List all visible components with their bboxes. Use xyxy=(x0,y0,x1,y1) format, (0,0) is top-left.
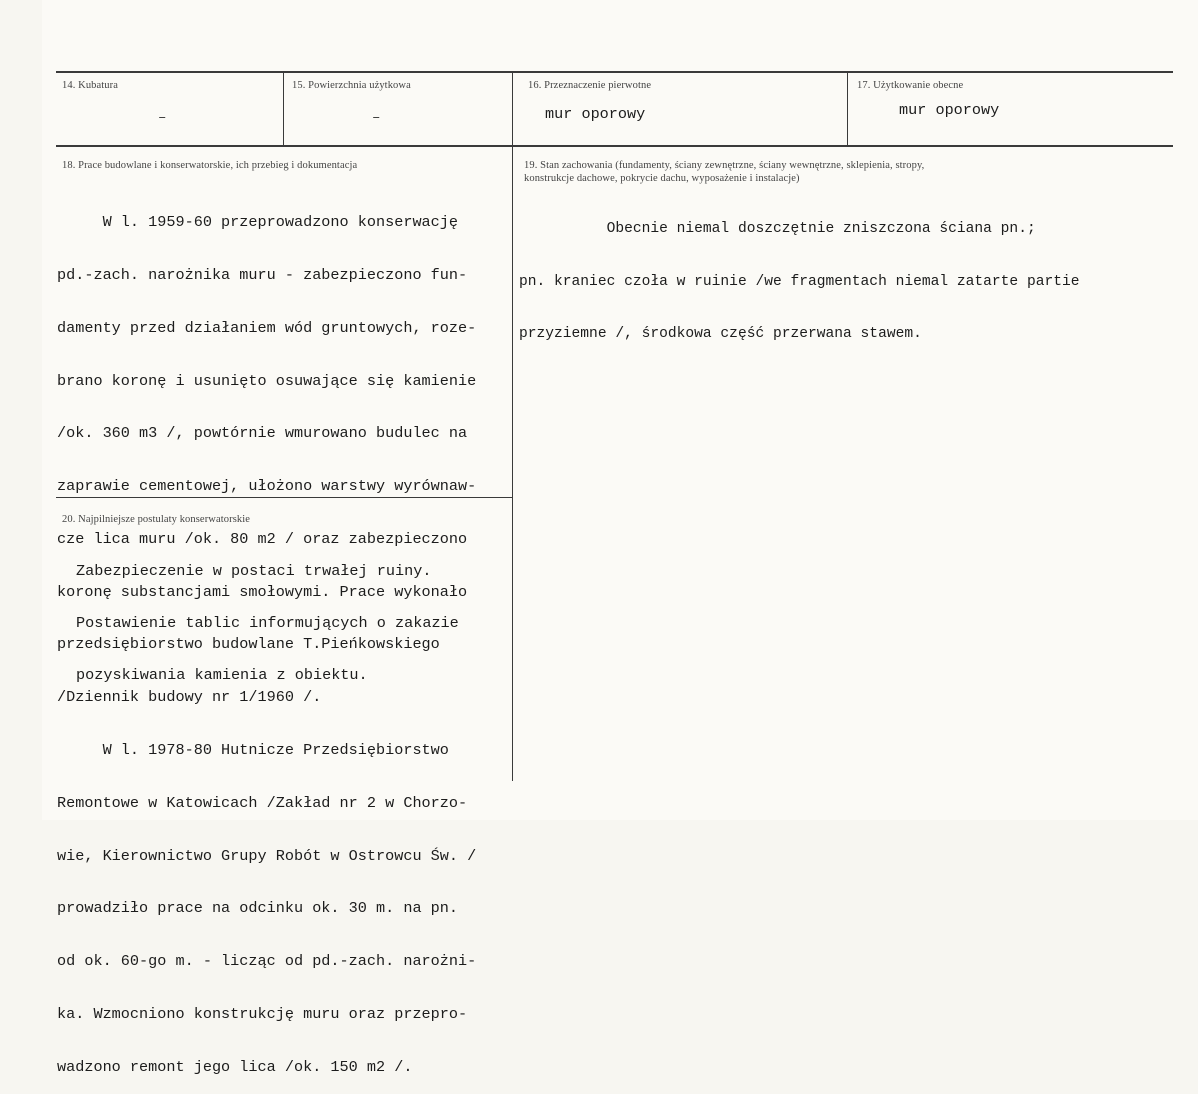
field-16-value: mur oporowy xyxy=(545,105,646,123)
field-18-line: przedsiębiorstwo budowlane T.Pieńkowskiego xyxy=(57,635,440,654)
field-18-line: pd.-zach. narożnika muru - zabezpieczono fun- xyxy=(57,265,468,284)
divider-14-15 xyxy=(283,72,284,145)
field-18-line: W l. 1959-60 przeprowadzono konserwację xyxy=(57,213,459,232)
field-20-line: pozyskiwania kamienia z obiektu. xyxy=(76,666,368,685)
field-18-line: wie, Kierownictwo Grupy Robót w Ostrowcu Św. / xyxy=(57,846,477,865)
field-18-line: W l. 1978-80 Hutnicze Przedsiębiorstwo xyxy=(57,741,449,759)
field-18-line: Remontowe w Katowicach /Zakład nr 2 w Chorzo- xyxy=(57,793,468,812)
row1-bottom-line xyxy=(56,145,1173,147)
field-18-label: 18. Prace budowlane i konserwatorskie, ich przebieg i dokumentacja xyxy=(62,160,358,171)
field-19-line: Obecnie niemal doszczętnie zniszczona ściana pn.; xyxy=(519,221,1036,237)
divider-16-17 xyxy=(847,72,848,145)
field-18-line: od ok. 60-go m. - licząc od pd.-zach. narożni- xyxy=(57,952,477,971)
field-20-line: Zabezpieczenie w postaci trwałej ruiny. xyxy=(76,561,432,580)
field-18-line: /Dziennik budowy nr 1/1960 /. xyxy=(57,688,322,707)
field-14-value: – xyxy=(158,110,167,126)
field-19-label-line2: konstrukcje dachowe, pokrycie dachu, wyposażenie i instalacje) xyxy=(524,173,800,184)
field-18-line: zaprawie cementowej, ułożono warstwy wyrównaw- xyxy=(57,477,477,496)
field-16-label: 16. Przeznaczenie pierwotne xyxy=(528,80,652,91)
field-18-line: koronę substancjami smołowymi. Prace wykonało xyxy=(57,582,468,601)
field-19-label-line1: 19. Stan zachowania (fundamenty, ściany zewnętrzne, ściany wewnętrzne, sklepienia, stropy, xyxy=(524,160,925,171)
field-18-line: ka. Wzmocniono konstrukcję muru oraz przepro- xyxy=(57,1004,468,1023)
field-18-line: wadzono remont jego lica /ok. 150 m2 /. xyxy=(57,1057,413,1076)
field-15-label: 15. Powierzchnia użytkowa xyxy=(292,80,411,91)
main-column-divider xyxy=(512,145,513,781)
top-border-line xyxy=(56,71,1173,73)
field-18-line: prowadziło prace na odcinku ok. 30 m. na pn. xyxy=(57,899,459,918)
field-15-value: – xyxy=(372,110,381,126)
field-17-label: 17. Użytkowanie obecne xyxy=(857,80,964,91)
field-17-value: mur oporowy xyxy=(899,101,1000,119)
field-14-label: 14. Kubatura xyxy=(62,80,119,91)
field-20-line: Postawienie tablic informujących o zakazie xyxy=(76,614,459,633)
field-19-text xyxy=(519,186,1080,361)
field-20-text xyxy=(76,528,459,702)
field-18-line: cze lica muru /ok. 80 m2 / oraz zabezpieczono xyxy=(57,529,468,548)
divider-15-16 xyxy=(512,72,513,145)
field-19-line: pn. kraniec czoła w ruinie /we fragmentach niemal zatarte partie xyxy=(519,273,1080,290)
field-18-line: /ok. 360 m3 /, powtórnie wmurowano budulec na xyxy=(57,424,468,443)
field-20-label: 20. Najpilniejsze postulaty konserwatorskie xyxy=(62,514,251,525)
field-18-line: damenty przed działaniem wód gruntowych, roze- xyxy=(57,318,477,337)
field-18-line: brano koronę i usunięto osuwające się kamienie xyxy=(57,371,477,390)
field-19-line: przyziemne /, środkowa część przerwana stawem. xyxy=(519,326,922,342)
